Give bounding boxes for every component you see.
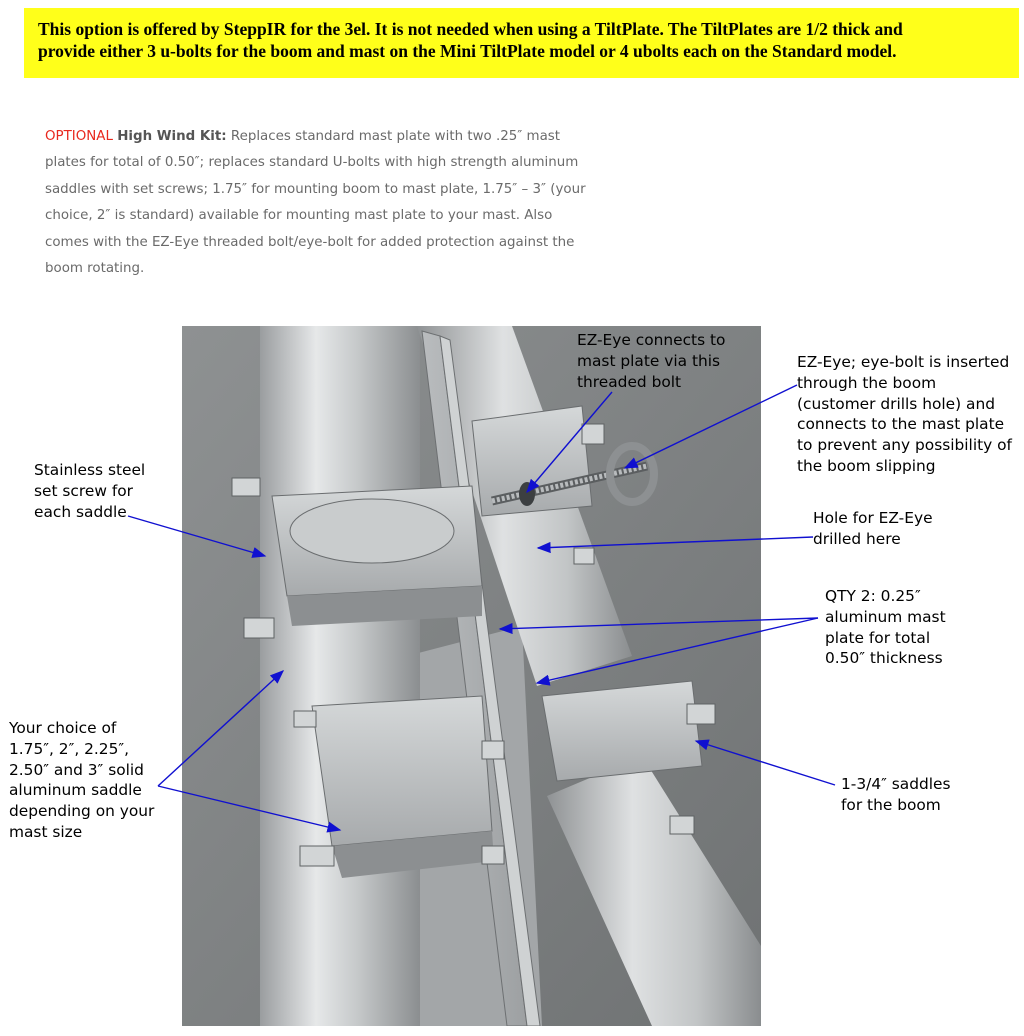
description-line-3: saddles with set screws; 1.75″ for mounting boom to mast plate, 1.75″ – 3″ (your [45, 181, 586, 197]
callout-ez-eye-bolt [577, 330, 725, 392]
callout-line: depending on your [9, 802, 155, 821]
callout-hole [813, 508, 933, 550]
callout-ez-eye [797, 352, 1012, 477]
callout-line: plate for total [825, 628, 931, 647]
callout-set-screw [34, 460, 145, 522]
callout-line: mast size [9, 822, 83, 841]
kit-description [45, 124, 655, 282]
callout-line: 2.50″ and 3″ solid [9, 760, 144, 779]
callout-line: mast plate via this [577, 351, 721, 370]
callout-line: EZ-Eye; eye-bolt is inserted [797, 353, 1010, 371]
callout-line: aluminum saddle [9, 781, 142, 800]
callout-line: connects to the mast plate [797, 415, 1005, 434]
notice-line-2: provide either 3 u-bolts for the boom and mast on the Mini TiltPlate model or 4 ubolts each on the Standard model. [38, 41, 897, 61]
callout-line: drilled here [813, 529, 901, 548]
notice-line-1: This option is offered by SteppIR for the 3el. It is not needed when using a TiltPlate. The TiltPlates are 1/2 thick and [38, 19, 903, 39]
description-line-2: plates for total of 0.50″; replaces standard U-bolts with high strength aluminum [45, 155, 579, 171]
callout-line: to prevent any possibility of [797, 436, 1012, 455]
callout-plates [825, 586, 946, 669]
callout-line: set screw for [34, 481, 133, 500]
mast-plate-illustration [182, 326, 761, 1026]
callout-line: through the boom [797, 373, 937, 392]
callout-line: Stainless steel [34, 461, 146, 479]
notice-banner [24, 8, 1019, 78]
callout-saddle-choice [9, 718, 154, 843]
callout-line: 1-3/4″ saddles [841, 775, 951, 793]
callout-line: (customer drills hole) and [797, 394, 995, 413]
mast-plate-photo [182, 326, 761, 1026]
callout-line: Hole for EZ-Eye [813, 509, 933, 527]
description-line-1-text: Replaces standard mast plate with two .25″ mast [226, 129, 561, 144]
optional-label: OPTIONAL [45, 129, 113, 144]
callout-line: Your choice of [9, 719, 117, 737]
callout-line: for the boom [841, 795, 941, 814]
description-line-4: choice, 2″ is standard) available for mounting mast plate to your mast. Also [45, 208, 553, 224]
callout-line: threaded bolt [577, 372, 682, 391]
callout-line: EZ-Eye connects to [577, 331, 726, 349]
callout-line: the boom slipping [797, 456, 936, 475]
callout-line: 0.50″ thickness [825, 649, 943, 668]
description-line-6: boom rotating. [45, 261, 145, 277]
kit-label: High Wind Kit: [117, 129, 227, 144]
callout-line: QTY 2: 0.25″ [825, 587, 921, 605]
description-line-5: comes with the EZ-Eye threaded bolt/eye-bolt for added protection against the [45, 234, 575, 250]
callout-line: 1.75″, 2″, 2.25″, [9, 739, 130, 758]
description-line-1 [45, 124, 655, 150]
callout-line: each saddle [34, 502, 127, 521]
callout-line: aluminum mast [825, 607, 946, 626]
callout-boom-saddles [841, 774, 951, 816]
